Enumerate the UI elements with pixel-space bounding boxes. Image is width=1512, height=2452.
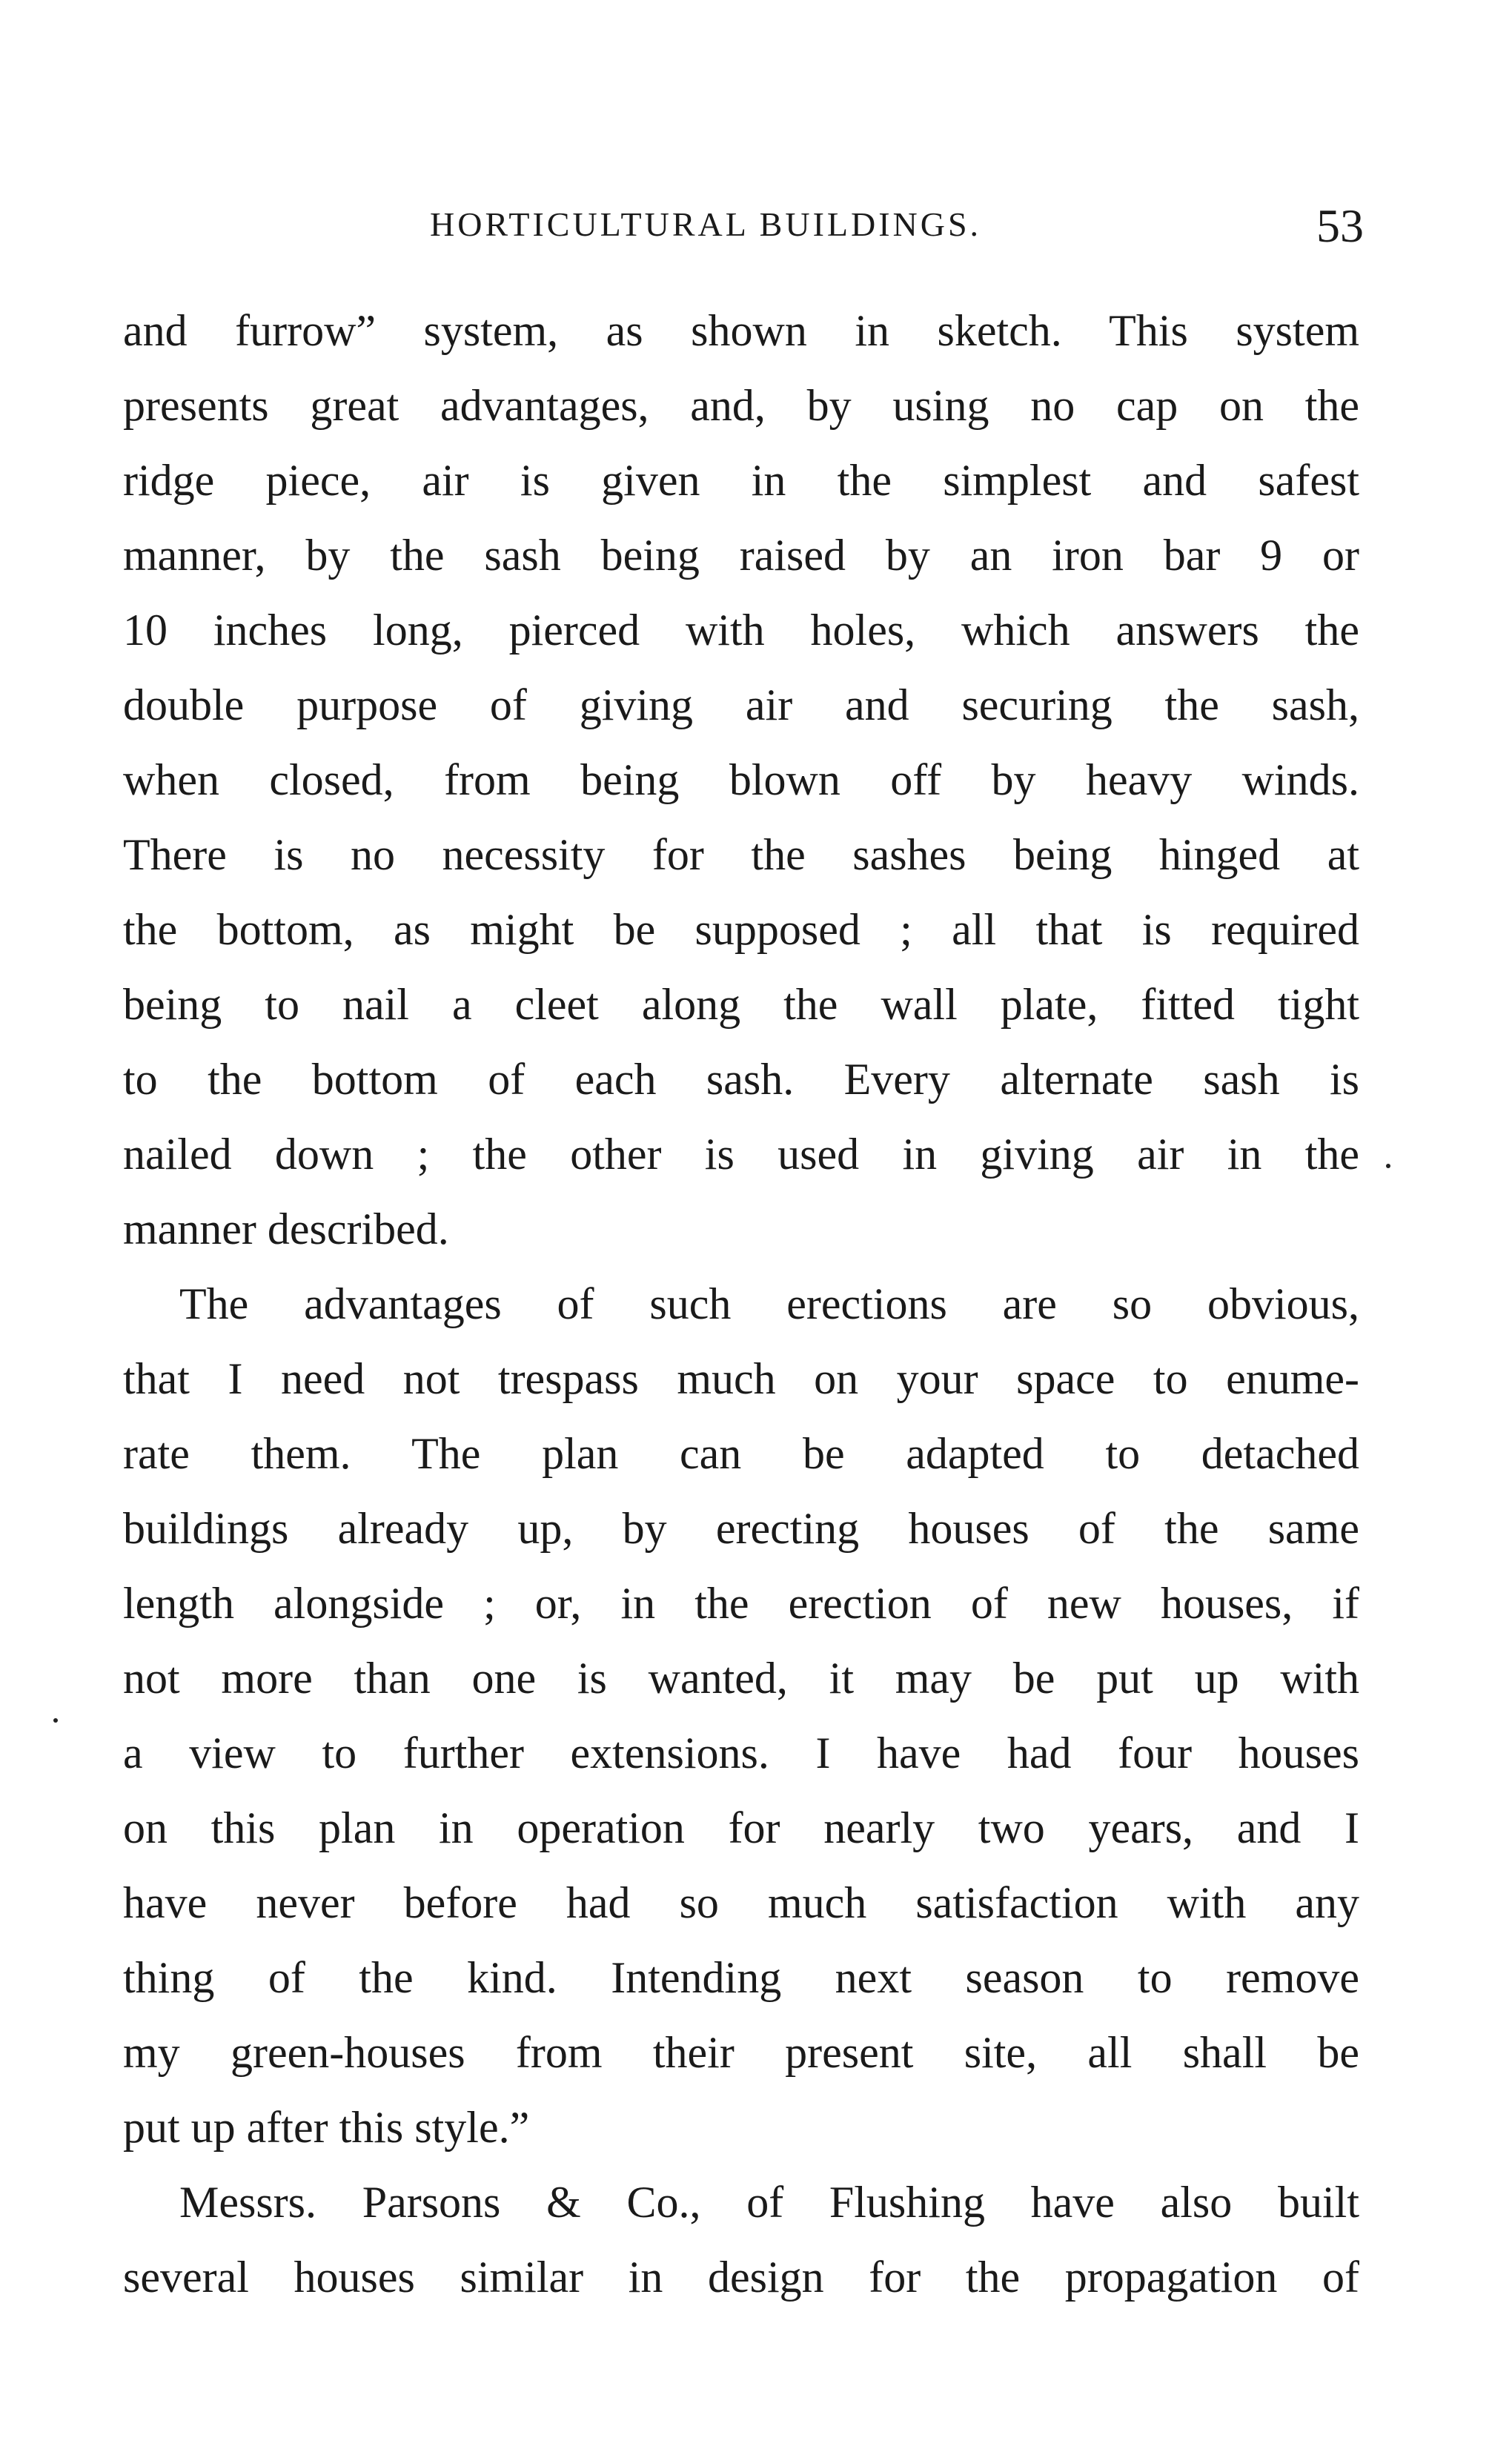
text-line: The advantages of such erections are so obvious, bbox=[179, 1279, 1359, 1328]
text-line: being to nail a cleet along the wall plate, fitted tight bbox=[123, 980, 1359, 1029]
text-line: and furrow” system, as shown in sketch. This system bbox=[123, 306, 1359, 355]
text-line: manner described. bbox=[123, 1205, 449, 1253]
text-line: when closed, from being blown off by heavy winds. bbox=[123, 755, 1359, 804]
text-line: nailed down ; the other is used in giving air in the bbox=[123, 1130, 1359, 1179]
paragraph-1 bbox=[123, 294, 1359, 1267]
text-line: to the bottom of each sash. Every alternate sash is bbox=[123, 1055, 1359, 1104]
text-line: not more than one is wanted, it may be put up with bbox=[123, 1654, 1359, 1703]
paragraph-3 bbox=[123, 2165, 1359, 2315]
text-line: manner, by the sash being raised by an iron bar 9 or bbox=[123, 531, 1359, 580]
text-line: put up after this style.” bbox=[123, 2103, 530, 2152]
running-head: HORTICULTURAL BUILDINGS. bbox=[430, 205, 982, 243]
body-text bbox=[123, 294, 1359, 2315]
text-line: thing of the kind. Intending next season to remove bbox=[123, 1953, 1359, 2002]
text-line: rate them. The plan can be adapted to detached bbox=[123, 1429, 1359, 1478]
paragraph-2 bbox=[123, 1267, 1359, 2165]
text-line: length alongside ; or, in the erection of new houses, if bbox=[123, 1579, 1359, 1628]
text-line: that I need not trespass much on your space to enume- bbox=[123, 1354, 1359, 1403]
text-line: the bottom, as might be supposed ; all that is required bbox=[123, 905, 1359, 954]
text-line: buildings already up, by erecting houses of the same bbox=[123, 1504, 1359, 1553]
text-line: a view to further extensions. I have had four houses bbox=[123, 1729, 1359, 1777]
text-line: Messrs. Parsons & Co., of Flushing have also built bbox=[179, 2178, 1359, 2227]
text-line: my green-houses from their present site, all shall be bbox=[123, 2028, 1359, 2077]
margin-speck bbox=[1386, 1164, 1390, 1168]
text-line: 10 inches long, pierced with holes, which answers the bbox=[123, 606, 1359, 655]
text-line: presents great advantages, and, by using no cap on the bbox=[123, 381, 1359, 430]
page-header bbox=[126, 199, 1364, 258]
text-line: have never before had so much satisfaction with any bbox=[123, 1878, 1359, 1927]
text-line: There is no necessity for the sashes being hinged at bbox=[123, 830, 1359, 879]
text-line: double purpose of giving air and securing the sash, bbox=[123, 680, 1359, 729]
margin-speck bbox=[53, 1718, 58, 1723]
page-number: 53 bbox=[1316, 199, 1364, 252]
text-line: several houses similar in design for the propagation of bbox=[123, 2253, 1359, 2302]
text-line: ridge piece, air is given in the simplest and safest bbox=[123, 456, 1359, 505]
text-line: on this plan in operation for nearly two years, and I bbox=[123, 1803, 1359, 1852]
